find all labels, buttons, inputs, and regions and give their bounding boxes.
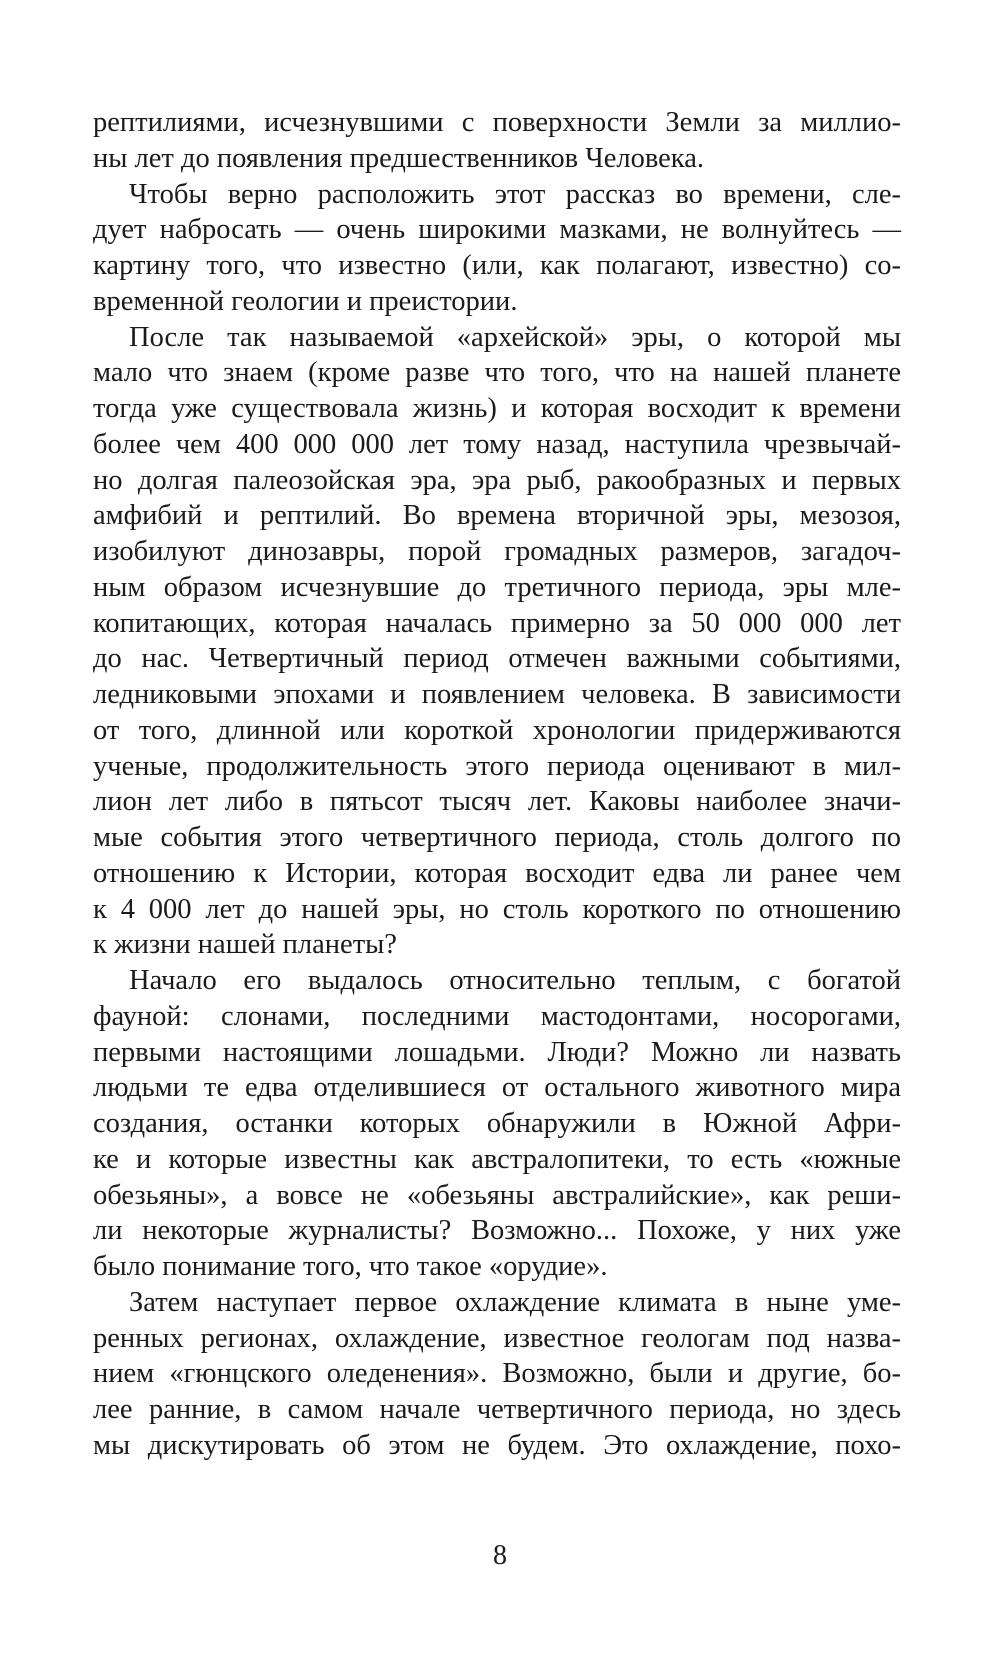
body-text (93, 105, 901, 1464)
text-line: ли некоторые журналисты? Возможно... Похоже, у них уже (93, 1215, 901, 1247)
text-line: Затем наступает первое охлаждение климата в ныне уме- (129, 1286, 901, 1318)
text-line: людьми те едва отделившиеся от остального животного мира (93, 1072, 901, 1104)
text-line: ны лет до появления предшественников Человека. (93, 142, 704, 174)
text-line: мы дискутировать об этом не будем. Это охлаждение, похо- (93, 1429, 901, 1461)
text-line: Чтобы верно расположить этот рассказ во времени, сле- (129, 178, 901, 210)
text-line: мые события этого четвертичного периода, столь долгого по (93, 822, 901, 853)
text-line: от того, длинной или короткой хронологии придерживаются (93, 714, 901, 746)
text-line: картину того, что известно (или, как полагают, известно) со- (93, 250, 901, 281)
text-line: к жизни нашей планеты? (93, 929, 397, 961)
text-line: тогда уже существовала жизнь) и которая восходит к времени (93, 393, 901, 424)
text-line: ке и которые известны как австралопитеки, то есть «южные (93, 1143, 901, 1175)
text-line: обезьяны», а вовсе не «обезьяны австралийские», как реши- (93, 1179, 901, 1211)
text-line: было понимание того, что такое «орудие». (93, 1251, 608, 1282)
text-line: более чем 400 000 000 лет тому назад, наступила чрезвычай- (93, 428, 901, 460)
text-line: создания, останки которых обнаружили в Южной Афри- (93, 1108, 901, 1139)
text-line: отношению к Истории, которая восходит едва ли ранее чем (93, 857, 901, 889)
page-number: 8 (493, 1540, 507, 1571)
text-line: копитающих, которая началась примерно за 50 000 000 лет (93, 607, 901, 639)
text-line: изобилуют динозавры, порой громадных размеров, загадоч- (93, 536, 901, 567)
text-line: нием «гюнцского оледенения». Возможно, были и другие, бо- (93, 1358, 901, 1390)
text-line: первыми настоящими лошадьми. Люди? Можно ли назвать (93, 1036, 901, 1068)
text-line: к 4 000 лет до нашей эры, но столь короткого по отношению (93, 893, 901, 925)
text-line: до нас. Четвертичный период отмечен важными событиями, (93, 643, 901, 675)
text-line: ученые, продолжительность этого периода оценивают в мил- (93, 750, 901, 782)
text-line: фауной: слонами, последними мастодонтами, носорогами, (93, 1000, 901, 1032)
text-line: амфибий и рептилий. Во времена вторичной эры, мезозоя, (93, 500, 901, 532)
text-line: ледниковыми эпохами и появлением человека. В зависимости (93, 679, 901, 710)
text-line: Начало его выдалось относительно теплым, с богатой (129, 965, 901, 996)
text-line: но долгая палеозойская эра, эра рыб, ракообразных и первых (93, 464, 901, 496)
text-line: ренных регионах, охлаждение, известное геологам под назва- (93, 1322, 901, 1354)
text-line: После так называемой «архейской» эры, о которой мы (129, 321, 901, 353)
text-line: мало что знаем (кроме разве что того, что на нашей планете (93, 357, 901, 389)
text-line: лее ранние, в самом начале четвертичного периода, но здесь (93, 1394, 901, 1425)
text-line: дует набросать — очень широкими мазками, не волнуйтесь — (93, 214, 901, 246)
text-line: лион лет либо в пятьсот тысяч лет. Каковы наиболее значи- (93, 786, 901, 818)
text-line: рептилиями, исчезнувшими с поверхности Земли за миллио- (93, 107, 901, 138)
text-line: ным образом исчезнувшие до третичного периода, эры мле- (93, 571, 901, 603)
text-line: временной геологии и преистории. (93, 285, 518, 317)
